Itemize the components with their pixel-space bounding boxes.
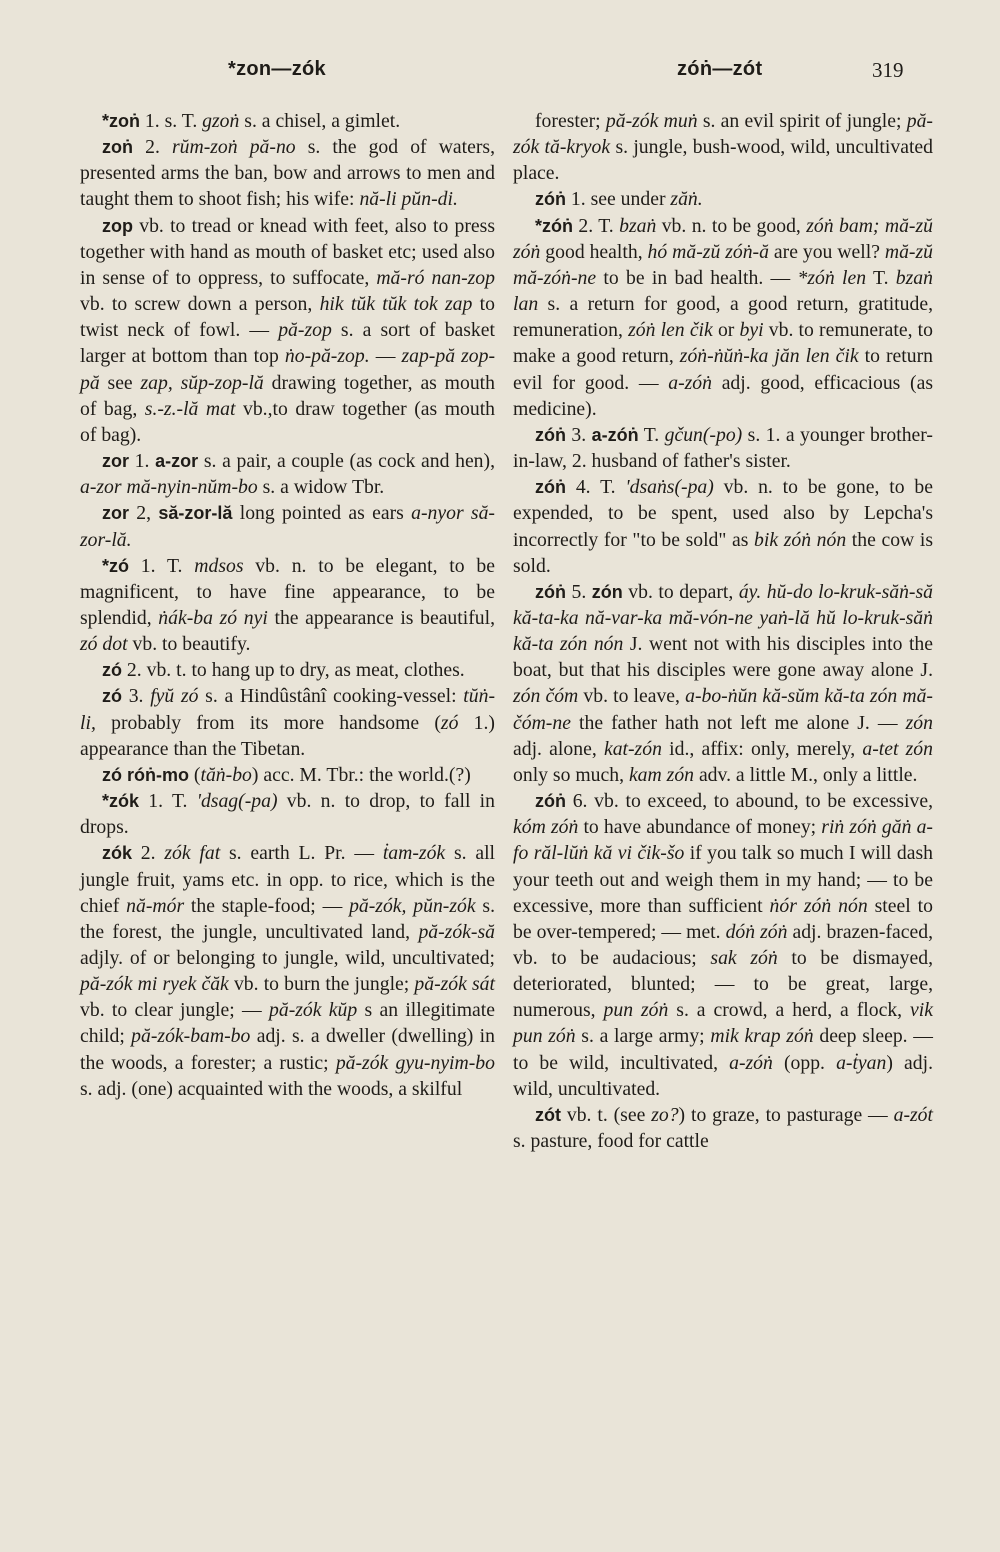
entry-text: long pointed as ears: [232, 502, 412, 525]
entry-headword: zoṅ: [102, 137, 133, 158]
dictionary-entry: [80, 840, 495, 1102]
entry-text: if you talk so much I will dash your teeth out and weigh them in my hand; — to be excessive, more than sufficient: [513, 842, 933, 917]
entry-italic-term: 'dsaṅs(-pa): [625, 476, 714, 499]
entry-text: s. a crowd, a herd, a flock,: [668, 999, 911, 1022]
entry-text: —: [369, 345, 402, 368]
entry-headword: zóṅ: [535, 189, 566, 210]
entry-italic-term: fyŭ zó: [150, 685, 199, 708]
dictionary-entry: [513, 422, 933, 474]
entry-italic-term: zóṅ-ṅŭṅ-ka jăn len čik: [679, 345, 859, 368]
entry-text: adj. good, efficacious (as medicine).: [513, 371, 933, 420]
entry-text: are you well?: [768, 240, 885, 263]
entry-italic-term: kam zón: [628, 763, 695, 786]
entry-text: s. the god of waters, presented arms the ban, bow and arrows to men and taught them to shoot fish; his wife:: [80, 136, 496, 211]
entry-headword: zó: [102, 660, 122, 681]
entry-text: 6. vb. to exceed, to abound, to be excessive,: [566, 790, 933, 813]
entry-text: ) adj. wild, uncultivated.: [513, 1051, 933, 1100]
entry-headword: zóṅ: [535, 424, 566, 445]
entry-text: s. earth L. Pr. —: [220, 842, 383, 865]
entry-text: vb. to tread or knead with feet, also to press together with hand as mouth of basket etc; used also in sense of to oppress, to suffocate,: [80, 214, 495, 289]
entry-text: drawing together, as mouth of bag,: [80, 371, 495, 420]
entry-italic-term: riṅ zóṅ găṅ a-fo răl-lŭṅ kă vi čik-šo: [513, 816, 933, 865]
entry-italic-term: bzaṅ lan: [513, 266, 933, 316]
entry-italic-term: zó dot: [80, 633, 128, 656]
entry-text: 3.: [122, 685, 151, 708]
dictionary-entry: [80, 500, 495, 552]
entry-italic-term: pun zóṅ: [603, 999, 669, 1022]
entry-italic-term: kat-zón: [603, 737, 662, 760]
entry-italic-term: kóm zóṅ: [513, 816, 579, 839]
entry-text: 2.: [132, 842, 165, 865]
entry-italic-term: pă-zók gyu-nyim-bo: [335, 1051, 495, 1074]
entry-text: s. a large army;: [575, 1025, 711, 1048]
entry-text: s. pasture, food for cattle: [513, 1130, 709, 1153]
entry-headword: zót: [535, 1104, 561, 1125]
entry-italic-term: mik krap zóṅ: [710, 1025, 814, 1048]
entry-text: vb. n. to drop, to fall in drops.: [80, 790, 495, 839]
entry-italic-term: byi: [739, 319, 764, 342]
entry-italic-term: mă-ró nan-zop: [376, 266, 495, 289]
entry-text: s. an evil spirit of jungle;: [697, 110, 907, 132]
entry-headword: zop: [102, 215, 133, 236]
entry-text: T.: [866, 266, 896, 289]
entry-text: see: [99, 371, 141, 394]
entry-text: id., affix: only, merely,: [661, 737, 863, 760]
left-column: [80, 108, 495, 1102]
entry-headword: *zóṅ: [535, 215, 573, 236]
entry-text: 1. see under: [566, 188, 671, 211]
entry-italic-term: pă-zók mi ryek čăk: [80, 973, 229, 996]
entry-headword: zor: [102, 451, 129, 472]
dictionary-entry: [80, 134, 495, 212]
entry-text: 3.: [566, 423, 592, 446]
dictionary-entry: [80, 448, 495, 500]
entry-text: s. jungle, bush-wood, wild, uncultivated place.: [513, 136, 933, 185]
entry-text: the cow is sold.: [513, 528, 934, 577]
entry-italic-term: a-zóṅ: [729, 1051, 773, 1074]
dictionary-entry: [513, 474, 933, 579]
dictionary-entry: [80, 213, 495, 448]
entry-text: 1.: [129, 450, 156, 473]
entry-headword: zó róṅ-mo: [102, 764, 189, 785]
entry-italic-term: pă-zók kŭp: [269, 999, 358, 1022]
entry-italic-term: zóṅ bam; mă-zŭ zóṅ: [513, 214, 933, 263]
entry-text: 2,: [129, 502, 159, 525]
entry-italic-term: hó mă-zŭ zóṅ-ă: [647, 240, 769, 263]
entry-italic-term: pă-zók-bam-bo: [131, 1025, 251, 1048]
entry-headword: zor: [102, 503, 129, 524]
entry-headword: să-zor-lă: [158, 503, 233, 524]
entry-text: vb. n. to be good,: [656, 214, 807, 237]
entry-text: vb. to screw down a person,: [80, 293, 320, 316]
dictionary-entry: [513, 186, 933, 212]
entry-italic-term: rŭm-zoṅ pă-no: [171, 136, 296, 159]
entry-italic-term: zón: [905, 711, 933, 734]
entry-italic-term: ṫam-zók: [382, 842, 446, 865]
entry-headword: zóṅ: [535, 477, 566, 498]
entry-headword: a-zor: [155, 451, 199, 472]
entry-headword: *zó: [102, 555, 129, 576]
entry-italic-term: pă-zók-să: [418, 920, 495, 943]
page-number: 319: [872, 58, 904, 82]
entry-italic-term: a-zót: [893, 1103, 933, 1126]
entry-text: or: [712, 319, 740, 342]
entry-italic-term: sŭp-zop-lă: [180, 371, 264, 394]
entry-italic-term: dóṅ zóṅ: [725, 920, 788, 943]
entry-italic-term: tŭṅ-li,: [80, 685, 495, 734]
entry-italic-term: zó: [440, 711, 459, 734]
entry-text: s. a pair, a couple (as cock and hen),: [198, 450, 496, 473]
entry-text: T.: [638, 423, 665, 446]
entry-italic-term: zap,: [140, 371, 173, 394]
entry-text: ) acc. M. Tbr.: the world.(?): [251, 763, 471, 786]
entry-text: vb. to clear jungle; —: [80, 999, 269, 1022]
entry-text: 2.: [133, 136, 172, 159]
entry-italic-term: zók fat: [164, 842, 221, 865]
entry-text: vb. t. (see: [561, 1103, 652, 1126]
entry-italic-term: a-tet zón: [862, 737, 933, 760]
entry-italic-term: pă-zók muṅ: [605, 110, 698, 132]
entry-italic-term: nă-li pŭn-di.: [359, 188, 458, 211]
entry-text: to twist neck of fowl. —: [80, 293, 495, 342]
entry-italic-term: ṅo-pă-zop.: [284, 345, 370, 368]
entry-text: s. a widow Tbr.: [257, 476, 385, 499]
entry-text: to return evil for good. —: [513, 345, 934, 394]
entry-text: s an illegitimate child;: [80, 999, 496, 1048]
entry-text: s. all jungle fruit, yams etc. in opp. to rice, which is the chief: [80, 842, 496, 917]
entry-italic-term: a-bo-ṅŭn kă-sŭm kă-ta zón mă-čóm-ne: [513, 685, 933, 734]
entry-text: vb. to burn the jungle;: [228, 973, 415, 996]
dictionary-entry: [513, 108, 933, 186]
header-left-guide-words: *zon—zók: [228, 58, 326, 80]
entry-text: (: [189, 763, 201, 786]
entry-italic-term: vik pun zóṅ: [513, 999, 933, 1048]
dictionary-entry: [80, 108, 495, 134]
entry-text: vb.,to draw together (as mouth of bag).: [80, 397, 496, 446]
entry-text: 4. T.: [566, 476, 626, 499]
entry-italic-term: pă-zop: [278, 319, 332, 342]
entry-text: 2. vb. t. to hang up to dry, as meat, clothes.: [122, 659, 465, 682]
entry-text: adj. alone,: [513, 737, 604, 760]
entry-text: s. a chisel, a gimlet.: [239, 110, 401, 132]
entry-text: s. 1. a younger brother-in-law, 2. husband of father's sister.: [513, 423, 933, 473]
entry-italic-term: mă-zŭ mă-zóṅ-ne: [513, 240, 933, 289]
entry-text: vb. to beautify.: [127, 633, 251, 656]
entry-text: to have abundance of money;: [578, 816, 822, 839]
entry-headword: a-zóṅ: [591, 424, 639, 445]
entry-italic-term: nă-mór: [126, 894, 185, 917]
entry-text: only so much,: [513, 763, 629, 786]
entry-text: good health,: [540, 240, 648, 263]
dictionary-entry: [80, 553, 495, 658]
entry-text: s. adj. (one) acquainted with the woods, a skilful: [80, 1077, 463, 1100]
entry-italic-term: zo?: [651, 1103, 679, 1126]
entry-text: 1. s. T.: [140, 110, 203, 132]
entry-text: probably from its more handsome (: [95, 711, 441, 734]
entry-headword: *zók: [102, 791, 140, 812]
entry-italic-term: mdsos: [194, 554, 244, 577]
entry-headword: zóṅ: [535, 581, 566, 602]
entry-italic-term: *zóṅ len: [797, 266, 867, 289]
dictionary-entry: [80, 683, 495, 761]
entry-headword: zón: [591, 581, 623, 602]
dictionary-entry: [513, 1102, 933, 1154]
entry-text: vb. to depart,: [622, 580, 739, 603]
entry-text: vb. to leave,: [578, 685, 686, 708]
entry-italic-term: pă-zók tă-kryok: [513, 110, 933, 159]
entry-italic-term: ṅák-ba zó nyi: [158, 606, 268, 629]
dictionary-entry: [80, 788, 495, 840]
dictionary-entry: [513, 213, 933, 422]
entry-text: forester;: [535, 110, 606, 132]
entry-text: 5.: [566, 580, 592, 603]
entry-text: vb. to remunerate, to make a good return,: [513, 319, 933, 368]
entry-text: (opp.: [772, 1051, 837, 1074]
dictionary-entry: [80, 762, 495, 788]
entry-italic-term: zăṅ.: [670, 188, 703, 211]
entry-italic-term: pă-zók, pŭn-zók: [349, 894, 476, 917]
entry-text: s. the forest, the jungle, uncultivated land,: [80, 894, 495, 943]
entry-italic-term: bik zóṅ nón: [754, 528, 847, 551]
entry-text: 1.) appearance than the Tibetan.: [80, 711, 495, 760]
entry-text: adjly. of or belonging to jungle, wild, uncultivated;: [80, 947, 495, 969]
entry-italic-term: áy. hŭ-do lo-kruk-săṅ-să kă-ta-ka nă-var-ka mă-vón-ne yaṅ-lă hŭ lo-kruk-săṅ kă-ta zón nón: [513, 580, 933, 656]
dictionary-entry: [513, 788, 933, 1102]
entry-headword: zó: [102, 686, 122, 707]
entry-text: adv. a little M., only a little.: [694, 763, 918, 786]
entry-text: 2. T.: [573, 214, 620, 237]
entry-headword: zók: [102, 843, 133, 864]
entry-text: [173, 372, 181, 394]
entry-text: vb. n. to be gone, to be expended, to be spent, used also by Lepcha's incorrectly for "to be sold" as: [513, 476, 933, 551]
entry-text: J. went not with his disciples into the boat, but that his disciples were gone away alone J.: [513, 633, 933, 682]
entry-italic-term: tăṅ-bo: [200, 763, 252, 786]
entry-italic-term: hik tŭk tŭk tok zap: [319, 293, 473, 316]
entry-italic-term: sak zóṅ: [710, 947, 778, 969]
entry-text: deep sleep. — to be wild, incultivated,: [513, 1025, 933, 1074]
entry-text: the father hath not left me alone J. —: [570, 711, 906, 734]
entry-text: vb. n. to be elegant, to be magnificent, to have fine appearance, to be splendid,: [80, 554, 495, 629]
entry-text: 1. T.: [139, 790, 197, 813]
entry-text: to be dismayed, deteriorated, blunted; — to be great, large, numerous,: [513, 947, 934, 1022]
entry-italic-term: ṅór zóṅ nón: [769, 894, 868, 917]
entry-italic-term: zap-pă zop-pă: [80, 345, 496, 394]
entry-italic-term: bzaṅ: [619, 214, 657, 237]
entry-text: s. a return for good, a good return, gratitude, remuneration,: [513, 293, 933, 342]
header-right-guide-words: zóṅ—zót: [677, 58, 763, 80]
entry-italic-term: a-zóṅ: [668, 371, 712, 394]
entry-text: 1. T.: [129, 554, 195, 577]
entry-text: the appearance is beautiful,: [267, 606, 496, 629]
entry-italic-term: a-zor mă-nyin-nŭm-bo: [80, 476, 258, 499]
entry-text: steel to be over-tempered; — met.: [513, 894, 933, 943]
entry-text: adj. s. a dweller (dwelling) in the woods, a forester; a rustic;: [80, 1025, 495, 1074]
dictionary-entry: [513, 579, 933, 788]
entry-italic-term: a-nyor să-zor-lă.: [80, 502, 495, 551]
entry-headword: *zoṅ: [102, 111, 140, 131]
entry-italic-term: zóṅ len čik: [628, 319, 713, 342]
entry-headword: zóṅ: [535, 791, 566, 812]
right-column: [513, 108, 933, 1154]
entry-italic-term: zón čóm: [513, 685, 579, 708]
entry-text: to be in bad health. —: [596, 266, 798, 289]
entry-text: adj. brazen-faced, vb. to be audacious;: [513, 920, 933, 969]
entry-italic-term: s.-z.-lă mat: [144, 397, 236, 420]
entry-text: the staple-food; —: [184, 894, 350, 917]
entry-italic-term: gčun(-po): [664, 423, 743, 446]
dictionary-entry: [80, 657, 495, 683]
entry-italic-term: 'dsag(-pa): [196, 790, 278, 813]
entry-text: ) to graze, to pasturage —: [678, 1103, 894, 1126]
entry-italic-term: gzoṅ: [202, 110, 240, 132]
entry-italic-term: a-ṫyan: [836, 1051, 887, 1074]
entry-text: s. a Hindûstânî cooking-vessel:: [198, 685, 464, 708]
entry-italic-term: pă-zók sát: [414, 973, 495, 996]
entry-text: s. a sort of basket larger at bottom than top: [80, 319, 495, 368]
running-header: [0, 58, 1000, 92]
